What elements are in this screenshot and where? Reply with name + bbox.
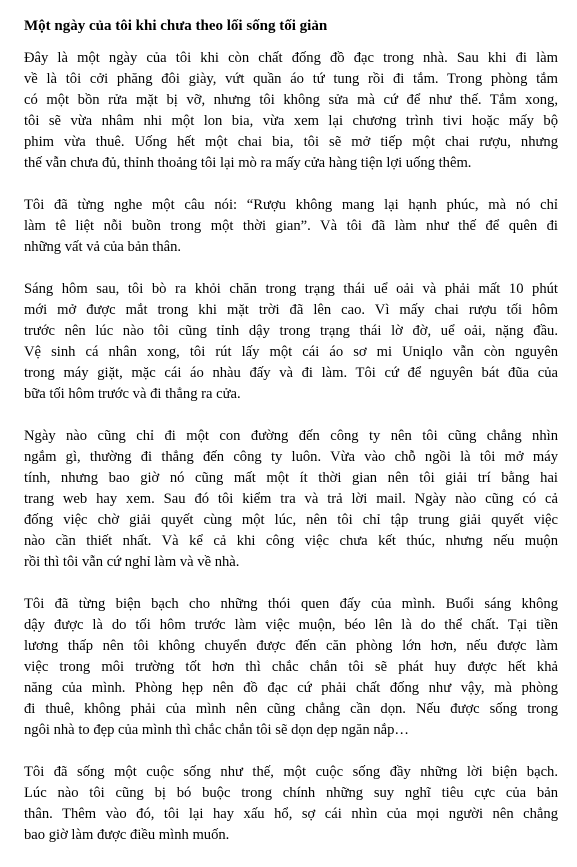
paragraph-line: Tôi đã từng nghe một câu nói: “Rượu không mang lại hạnh phúc, mà nó chỉ [24,197,558,213]
document-page [24,16,558,867]
paragraph-4 [24,426,558,573]
paragraph-line: bữa tối hôm trước và đi thẳng ra cửa. [24,386,241,402]
paragraph-line: Đây là một ngày của tôi khi còn chất đống đồ đạc trong nhà. Sau khi đi làm [24,50,558,66]
paragraph-line: nào cần thiết nhất. Và kể cả khi công việc chưa kết thúc, nhưng nếu muộn [24,533,558,549]
paragraph-line: trong máy giặt, mặc cái áo nhàu đấy và đi làm. Tôi cứ để nguyên bát đũa của [24,365,558,381]
paragraph-line: những vất vả của bản thân. [24,239,182,255]
paragraph-line: Ngày nào cũng chỉ đi một con đường đến công ty nên tôi cũng chẳng nhìn [24,428,558,444]
paragraph-line: Tôi đã từng biện bạch cho những thói quen đấy của mình. Buổi sáng không [24,596,558,612]
paragraph-line: làm tê liệt nỗi buồn trong một thời gian”. Và tôi đã làm như thế để quên đi [24,218,558,234]
paragraph-line: phim vừa thuê. Uống hết một chai bia, tôi sẽ mở tiếp một chai rượu, nhưng [24,134,558,150]
paragraph-line: Sáng hôm sau, tôi bò ra khỏi chăn trong trạng thái uể oải và phải mất 10 phút [24,281,558,297]
paragraph-line: tôi sẽ vừa nhâm nhi một lon bia, vừa xem lại chương trình tivi hoặc mấy bộ [24,113,558,129]
paragraph-line: tính, nhưng bao giờ nó cũng mất một ít thời gian nên tôi giải trí bằng hai [24,470,558,486]
paragraph-line: dậy được là do tối hôm trước làm việc muộn, béo lên là do thể chất. Tại tiền [24,617,558,633]
paragraph-line: thân. Thêm vào đó, tôi lại hay xấu hổ, sợ cái nhìn của mọi người nên chẳng [24,806,558,822]
paragraph-2 [24,195,558,258]
paragraph-line: ngôi nhà to đẹp của mình thì chắc chắn tôi sẽ dọn dẹp ngăn nắp… [24,722,410,738]
paragraph-line: Vệ sinh cá nhân xong, tôi rút lấy một cái áo sơ mi Uniqlo vẫn còn nguyên [24,344,558,360]
paragraph-line: trước nên lúc nào tôi cũng tỉnh dậy trong trạng thái lờ đờ, uể oải, nặng đầu. [24,323,558,339]
paragraph-line: Lúc nào tôi cũng bị bó buộc trong chính những suy nghĩ tiêu cực của bản [24,785,558,801]
paragraph-line: Tôi đã sống một cuộc sống như thế, một cuộc sống đầy những lời biện bạch. [24,764,558,780]
paragraph-5 [24,594,558,741]
paragraph-line: năng của mình. Phòng hẹp nên đồ đạc cứ phải chất đống như vậy, mà phòng [24,680,558,696]
paragraph-line: đống việc chờ giải quyết cùng một lúc, nên tôi chỉ tập trung giải quyết việc [24,512,558,528]
paragraph-line: ngắm gì, thường đi thẳng đến công ty luôn. Vừa vào chỗ ngồi là tôi mở máy [24,449,558,465]
paragraph-line: việc trong môi trường tốt hơn thì chắc chắn tôi sẽ phát huy được hết khả [24,659,558,675]
paragraph-line: mới mở được mắt trong khi mặt trời đã lên cao. Vì mấy chai rượu tối hôm [24,302,558,318]
paragraph-line: lương thấp nên tôi không chuyển được đến căn phòng lớn hơn, nếu được làm [24,638,558,654]
paragraph-1 [24,48,558,174]
paragraph-line: về là tôi cởi phăng đôi giày, vứt quần áo tứ tung rồi đi tắm. Trong phòng tắm [24,71,558,87]
paragraph-line: đi thuê, không phải của mình nên cũng chẳng cần dọn. Nếu được sống trong [24,701,558,717]
document-title: Một ngày của tôi khi chưa theo lối sống tối giản [24,18,328,34]
paragraph-3 [24,279,558,405]
paragraph-line: rồi thì tôi vẫn cứ nghỉ làm và về nhà. [24,554,240,570]
paragraph-line: trang web hay xem. Sau đó tôi kiểm tra và trả lời mail. Ngày nào cũng có cả [24,491,558,507]
paragraph-line: có một bồn rửa mặt bị vỡ, nhưng tôi không sửa mà cứ để như thế. Tắm xong, [24,92,558,108]
paragraph-6 [24,762,558,846]
paragraph-line: thế vẫn chưa đủ, thỉnh thoảng tôi lại mò ra mấy cửa hàng tiện lợi uống thêm. [24,155,472,171]
paragraph-line: bao giờ làm được điều mình muốn. [24,827,230,843]
